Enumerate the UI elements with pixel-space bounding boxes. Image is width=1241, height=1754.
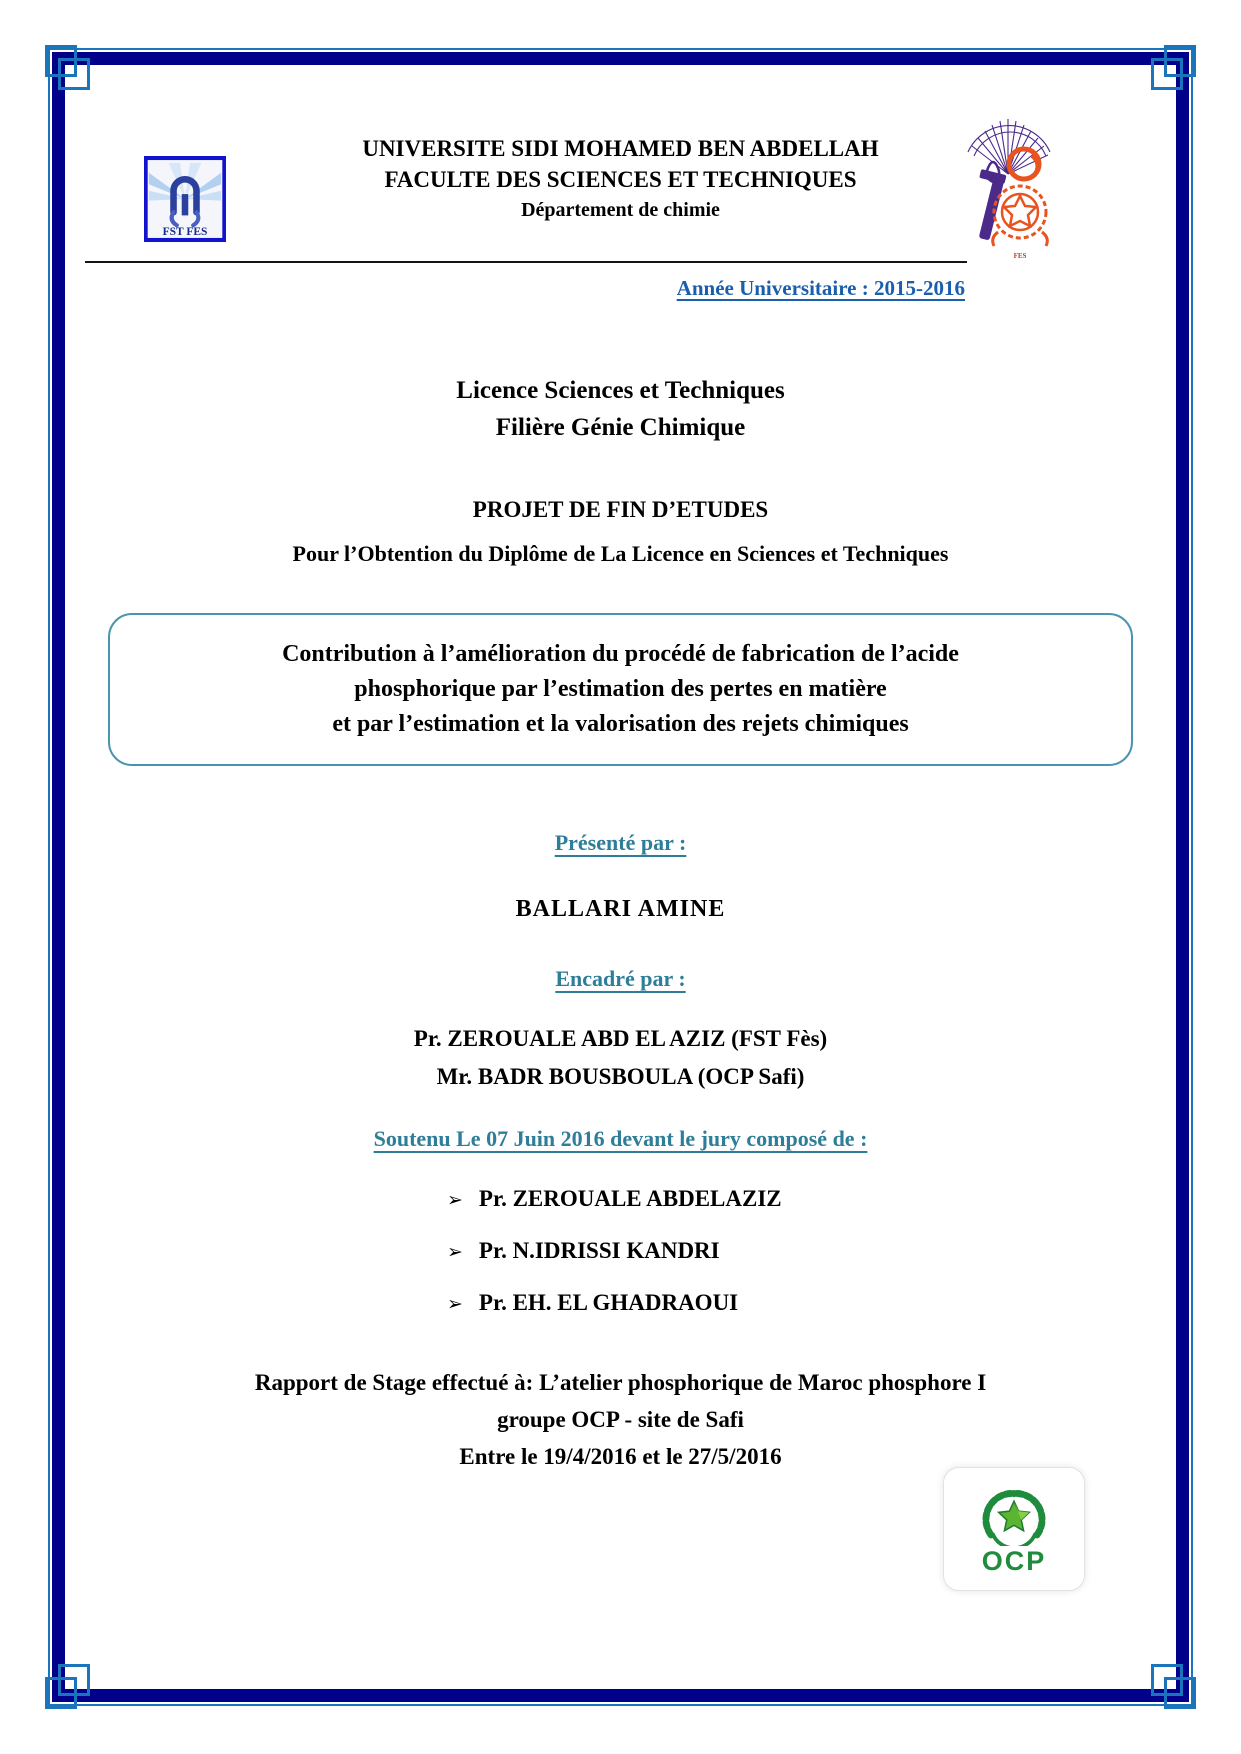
- internship-line3: Entre le 19/4/2016 et le 27/5/2016: [459, 1444, 782, 1469]
- diploma-line: Pour l’Obtention du Diplôme de La Licence en Sciences et Techniques: [292, 541, 949, 566]
- author-name: BALLARI AMINE: [515, 896, 726, 922]
- thesis-title-box: [108, 613, 1133, 766]
- university-name: UNIVERSITE SIDI MOHAMED BEN ABDELLAH: [362, 136, 879, 161]
- corner-ornament-top-left: [45, 45, 89, 89]
- thesis-title-line3: et par l’estimation et la valorisation des rejets chimiques: [332, 711, 909, 737]
- internship-block: [0, 1364, 1241, 1475]
- academic-year: Année Universitaire : 2015-2016: [676, 276, 965, 300]
- faculty-name: FACULTE DES SCIENCES ET TECHNIQUES: [384, 167, 857, 192]
- supervisor-2: Mr. BADR BOUSBOULA (OCP Safi): [436, 1064, 805, 1089]
- ocp-wreath-star-icon: [968, 1484, 1060, 1546]
- arrowhead-bullet-icon: ➢: [447, 1293, 463, 1315]
- program-line2: Filière Génie Chimique: [495, 414, 746, 441]
- supervisors-block: [0, 1020, 1241, 1096]
- corner-ornament-bottom-left: [45, 1665, 89, 1709]
- header-divider: [85, 261, 967, 263]
- jury-member-row: [447, 1290, 782, 1316]
- presented-by-row: [0, 830, 1241, 856]
- ocp-logo: [943, 1467, 1085, 1591]
- program-line1: Licence Sciences et Techniques: [456, 377, 785, 404]
- thesis-title-line1: Contribution à l’amélioration du procédé de fabrication de l’acide: [282, 641, 959, 667]
- arrowhead-bullet-icon: ➢: [447, 1241, 463, 1263]
- internship-line1: Rapport de Stage effectué à: L’atelier phosphorique de Maroc phosphore I: [254, 1370, 987, 1395]
- defense-row: [0, 1126, 1241, 1152]
- project-heading: PROJET DE FIN D’ETUDES: [472, 497, 769, 522]
- jury-member-3: Pr. EH. EL GHADRAOUI: [478, 1290, 739, 1315]
- university-emblem-icon: [958, 112, 1058, 264]
- department-name: Département de chimie: [521, 199, 720, 221]
- ocp-wordmark: OCP: [981, 1545, 1047, 1576]
- internship-line2: groupe OCP - site de Safi: [497, 1407, 744, 1432]
- svg-text:FES: FES: [1013, 252, 1027, 260]
- jury-member-row: [447, 1238, 782, 1264]
- fst-logo-label: FST FES: [162, 226, 208, 239]
- corner-ornament-bottom-right: [1152, 1665, 1196, 1709]
- thesis-title-line2: phosphorique par l’estimation des pertes en matière: [354, 676, 887, 702]
- supervised-by-label: Encadré par :: [555, 966, 686, 991]
- program-block: [0, 372, 1241, 446]
- jury-member-2: Pr. N.IDRISSI KANDRI: [478, 1238, 720, 1263]
- corner-ornament-top-right: [1152, 45, 1196, 89]
- defense-line: Soutenu Le 07 Juin 2016 devant le jury composé de :: [373, 1126, 868, 1151]
- jury-member-row: [447, 1186, 782, 1212]
- supervised-by-row: [0, 966, 1241, 992]
- presented-by-label: Présenté par :: [554, 830, 687, 855]
- jury-member-1: Pr. ZEROUALE ABDELAZIZ: [478, 1186, 782, 1211]
- arrowhead-bullet-icon: ➢: [447, 1189, 463, 1211]
- jury-list: [447, 1186, 782, 1342]
- supervisor-1: Pr. ZEROUALE ABD EL AZIZ (FST Fès): [413, 1026, 828, 1051]
